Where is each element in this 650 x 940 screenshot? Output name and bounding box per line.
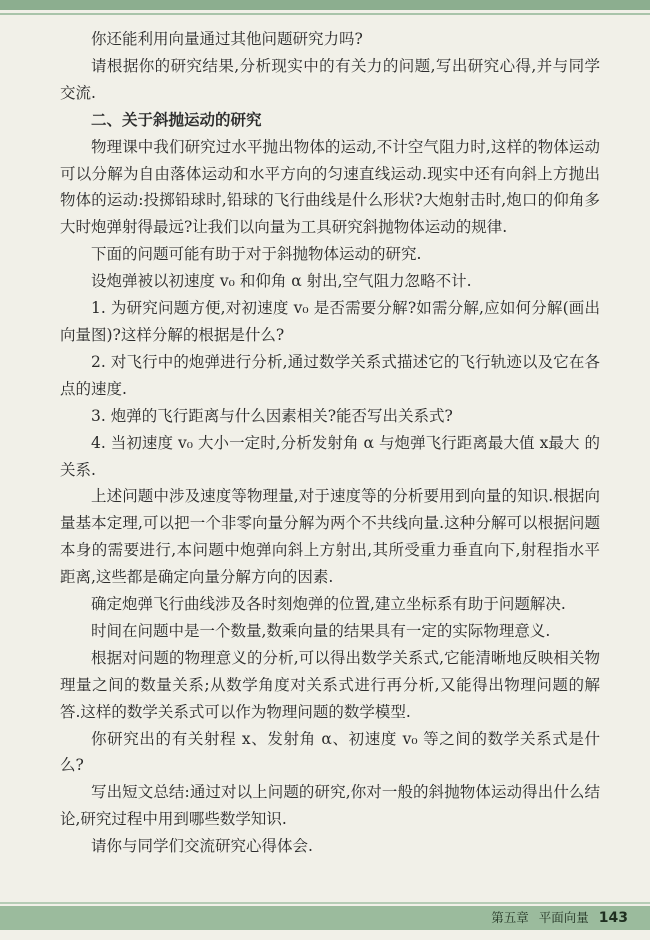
- paragraph: 你研究出的有关射程 x、发射角 α、初速度 v₀ 等之间的数学关系式是什么?: [60, 729, 600, 775]
- section-label: 平面向量: [538, 910, 589, 925]
- question-1: 1. 为研究问题方便,对初速度 v₀ 是否需要分解?如需分解,应如何分解(画出向量图)?这样分解的根据是什么?: [60, 299, 600, 344]
- paragraph: 时间在问题中是一个数量,数乘向量的结果具有一定的实际物理意义.: [91, 621, 551, 640]
- chapter-label: 第五章: [491, 910, 529, 925]
- paragraph: 物理课中我们研究过水平抛出物体的运动,不计空气阻力时,这样的物体运动可以分解为自由落体运动和水平方向的匀速直线运动.现实中还有向斜上方抛出物体的运动:投掷铅球时,铅球的飞行曲线是什么形状?大炮射击时,炮口的仰角多大时炮弹射得最远?让我们以向量为工具研究斜抛物体运动的规律.: [60, 137, 600, 237]
- page-number: 143: [598, 910, 628, 926]
- paragraph: 上述问题中涉及速度等物理量,对于速度等的分析要用到向量的知识.根据向量基本定理,可以把一个非零向量分解为两个不共线向量.这种分解可以根据问题本身的需要进行,本问题中炮弹向斜上方射出,其所受重力垂直向下,射程指水平距离,这些都是确定向量分解方向的因素.: [60, 487, 600, 587]
- paragraph: 请你与同学们交流研究心得体会.: [91, 837, 313, 856]
- section-heading: 二、关于斜抛运动的研究: [91, 110, 262, 129]
- paragraph: 你还能利用向量通过其他问题研究力吗?: [91, 30, 363, 48]
- page-body: [60, 26, 600, 860]
- paragraph: 根据对问题的物理意义的分析,可以得出数学关系式,它能清晰地反映相关物理量之间的数量关系;从数学角度对关系式进行再分析,又能得出物理问题的解答.这样的数学关系式可以作为物理问题的数学模型.: [60, 648, 600, 721]
- top-decorative-bar: [0, 0, 650, 10]
- footer-text: [491, 906, 628, 930]
- paragraph: 下面的问题可能有助于对于斜抛物体运动的研究.: [91, 245, 422, 264]
- footer-decorative-line: [0, 902, 650, 904]
- paragraph: 设炮弹被以初速度 v₀ 和仰角 α 射出,空气阻力忽略不计.: [91, 272, 472, 291]
- question-4: 4. 当初速度 v₀ 大小一定时,分析发射角 α 与炮弹飞行距离最大值 x最大 的关系.: [60, 433, 600, 479]
- page-footer: [0, 898, 650, 940]
- paragraph: 写出短文总结:通过对以上问题的研究,你对一般的斜抛物体运动得出什么结论,研究过程中用到哪些数学知识.: [60, 783, 600, 829]
- paragraph: 确定炮弹飞行曲线涉及各时刻炮弹的位置,建立坐标系有助于问题解决.: [91, 595, 566, 614]
- question-3: 3. 炮弹的飞行距离与什么因素相关?能否写出关系式?: [91, 406, 453, 425]
- question-2: 2. 对飞行中的炮弹进行分析,通过数学关系式描述它的飞行轨迹以及它在各点的速度.: [60, 352, 600, 398]
- paragraph: 请根据你的研究结果,分析现实中的有关力的问题,写出研究心得,并与同学交流.: [60, 56, 600, 102]
- top-decorative-line: [0, 13, 650, 15]
